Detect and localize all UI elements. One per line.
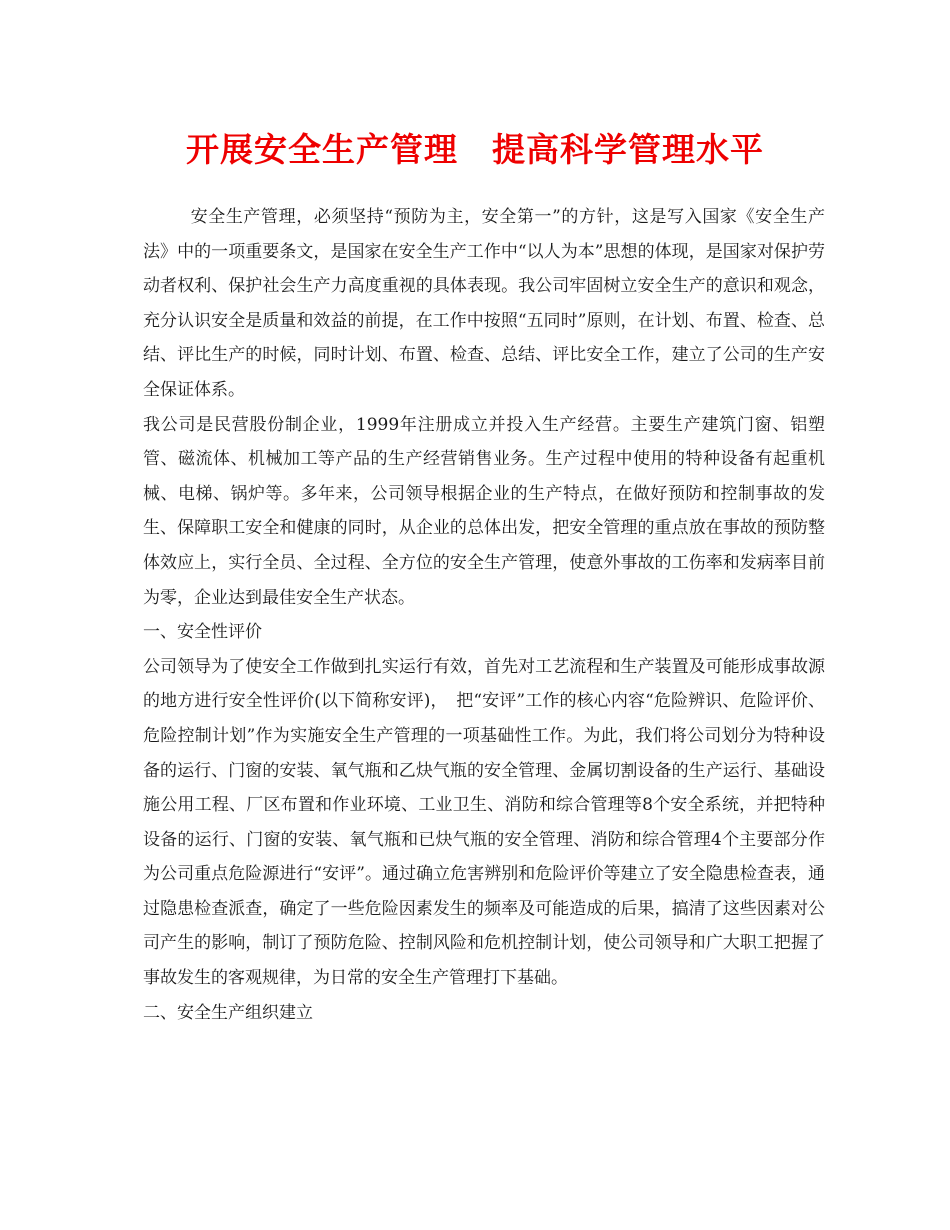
section-heading-2: 二、安全生产组织建立 [143,1002,313,1023]
document-body [143,200,825,1030]
paragraph-safety-evaluation: 公司领导为了使安全工作做到扎实运行有效，首先对工艺流程和生产装置及可能形成事故源的地方进行安全性评价(以下简称安评)， 把“安评”工作的核心内容“危险辨识、危险评价、危险控制计划”作为实施安全生产管理的一项基础性工作。为此，我们将公司划分为特种设备的运行、门窗的安装、氧气瓶和乙炔气瓶的安全管理、金属切割设备的生产运行、基础设施公用工程、厂区布置和作业环境、工业卫生、消防和综合管理等8个安全系统，并把特种设备的运行、门窗的安装、氧气瓶和已炔气瓶的安全管理、消防和综合管理4个主要部分作为公司重点危险源进行“安评”。通过确立危害辨别和危险评价等建立了安全隐患检查表，通过隐患检查派查，确定了一些危险因素发生的频率及可能造成的后果，搞清了这些因素对公司产生的影响，制订了预防危险、控制风险和危机控制计划，使公司领导和广大职工把握了事故发生的客观规律，为日常的安全生产管理打下基础。 [143,656,825,989]
section-heading-1: 一、安全性评价 [143,622,262,643]
paragraph-company: 我公司是民营股份制企业，1999年注册成立并投入生产经营。主要生产建筑门窗、铝塑管、磁流体、机械加工等产品的生产经营销售业务。生产过程中使用的特种设备有起重机械、电梯、锅炉等。多年来，公司领导根据企业的生产特点，在做好预防和控制事故的发生、保障职工安全和健康的同时，从企业的总体出发，把安全管理的重点放在事故的预防整体效应上，实行全员、全过程、全方位的安全生产管理，使意外事故的工伤率和发病率目前为零，企业达到最佳安全生产状态。 [143,414,825,608]
paragraph-intro: 安全生产管理，必须坚持“预防为主，安全第一”的方针，这是写入国家《安全生产法》中的一项重要条文，是国家在安全生产工作中“以人为本”思想的体现，是国家对保护劳动者权利、保护社会生产力高度重视的具体表现。我公司牢固树立安全生产的意识和观念，充分认识安全是质量和效益的前提，在工作中按照“五同时”原则，在计划、布置、检查、总结、评比生产的时候，同时计划、布置、检查、总结、评比安全工作，建立了公司的生产安全保证体系。 [143,207,825,400]
document-title: 开展安全生产管理 提高科学管理水平 [186,130,764,169]
